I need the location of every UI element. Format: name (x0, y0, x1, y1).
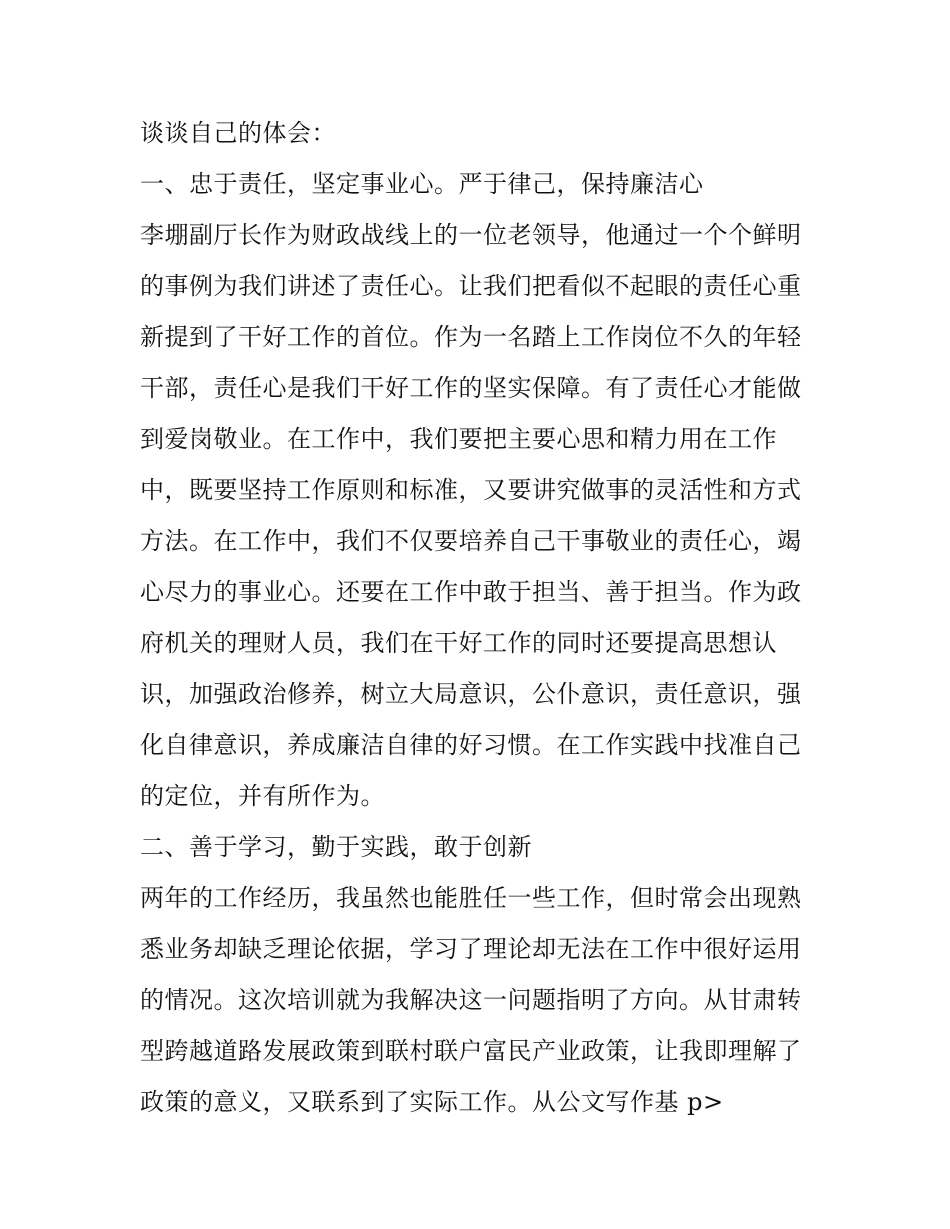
paragraph-line: 识，加强政治修养，树立大局意识，公仆意识，责任意识，强 (140, 680, 802, 708)
paragraph-line: 悉业务却缺乏理论依据，学习了理论却无法在工作中很好运用 (140, 935, 802, 963)
section-heading-2: 二、善于学习，勤于实践，敢于创新 (140, 833, 532, 861)
paragraph-line: 政策的意义，又联系到了实际工作。从公文写作基 p> (140, 1088, 724, 1116)
paragraph-line: 化自律意识，养成廉洁自律的好习惯。在工作实践中找准自己 (140, 731, 802, 759)
paragraph-line: 的事例为我们讲述了责任心。让我们把看似不起眼的责任心重 (140, 272, 802, 300)
paragraph-line: 到爱岗敬业。在工作中，我们要把主要心思和精力用在工作 (140, 425, 777, 453)
paragraph-line: 中，既要坚持工作原则和标准，又要讲究做事的灵活性和方式 (140, 476, 802, 504)
paragraph-line: 方法。在工作中，我们不仅要培养自己干事敬业的责任心，竭 (140, 527, 802, 555)
document-body (140, 108, 830, 1128)
paragraph-line: 两年的工作经历，我虽然也能胜任一些工作，但时常会出现熟 (140, 884, 802, 912)
paragraph-line: 的定位，并有所作为。 (140, 782, 385, 810)
paragraph-line: 型跨越道路发展政策到联村联户富民产业政策，让我即理解了 (140, 1037, 802, 1065)
section-heading-1: 一、忠于责任，坚定事业心。严于律己，保持廉洁心 (140, 170, 704, 198)
paragraph-line: 府机关的理财人员，我们在干好工作的同时还要提高思想认 (140, 629, 777, 657)
paragraph-line: 李堋副厅长作为财政战线上的一位老领导，他通过一个个鲜明 (140, 221, 802, 249)
intro-line: 谈谈自己的体会： (140, 119, 336, 147)
paragraph-line: 干部，责任心是我们干好工作的坚实保障。有了责任心才能做 (140, 374, 802, 402)
paragraph-line: 的情况。这次培训就为我解决这一问题指明了方向。从甘肃转 (140, 986, 802, 1014)
paragraph-line: 新提到了干好工作的首位。作为一名踏上工作岗位不久的年轻 (140, 323, 802, 351)
paragraph-line: 心尽力的事业心。还要在工作中敢于担当、善于担当。作为政 (140, 578, 802, 606)
